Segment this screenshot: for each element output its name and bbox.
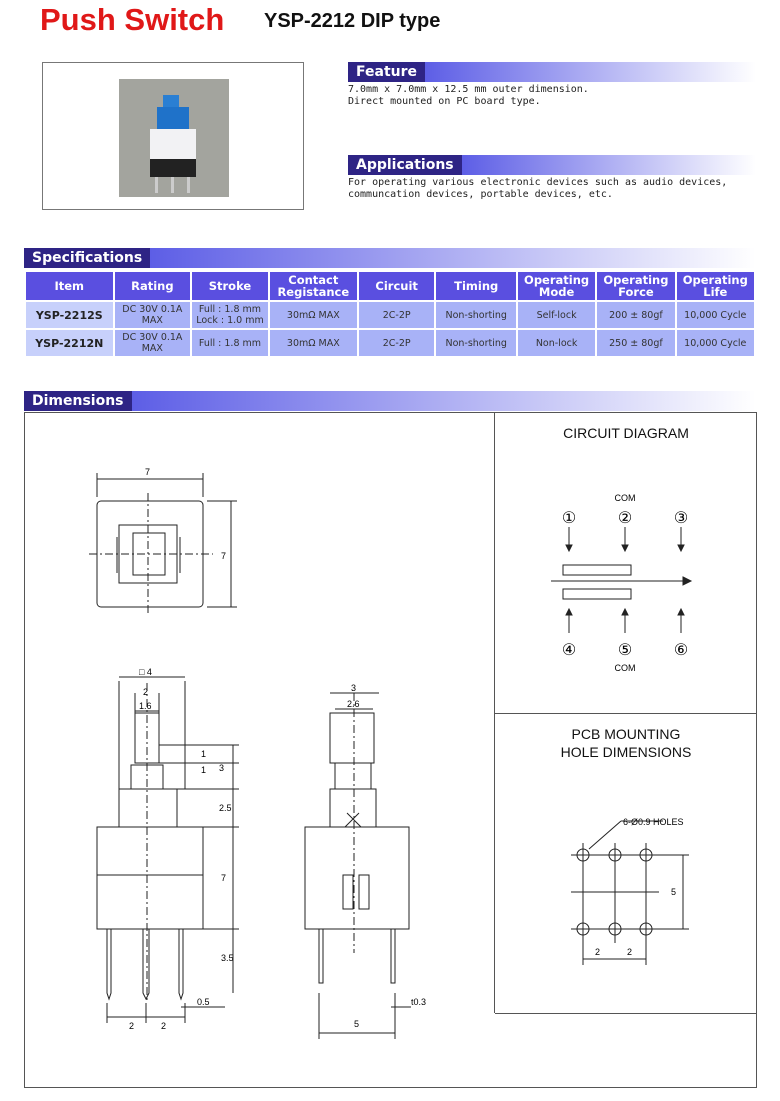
product-photo [119,79,229,197]
applications-line: communcation devices, portable devices, etc. [348,189,613,200]
feature-line: 7.0mm x 7.0mm x 12.5 mm outer dimension. [348,84,589,95]
table-header-row [26,272,754,300]
feature-heading: Feature [348,62,425,82]
pcb-title-line: PCB MOUNTING [571,726,681,742]
pcb-divider [495,713,757,714]
side-dim-26: 2.6 [347,699,360,709]
feature-line: Direct mounted on PC board type. [348,96,541,107]
cell-rating: DC 30V 0.1A MAX [115,330,191,356]
cell-stroke: Full : 1.8 mm Lock : 1.0 mm [192,302,268,328]
cell-mode: Non-lock [518,330,595,356]
page-subtitle: YSP-2212 DIP type [264,10,441,32]
col-mode: Operating Mode [518,272,595,300]
dimensions-heading: Dimensions [24,391,132,411]
cell-item: YSP-2212S [26,302,113,328]
dim-pitch-2: 2 [161,1021,167,1031]
cell-timing: Non-shorting [436,302,515,328]
dimensions-panel [24,412,757,1088]
col-timing: Timing [436,272,515,300]
pin-4-icon: ④ [561,642,577,659]
table-row [26,302,754,328]
header-gradient [132,391,756,411]
dim-7: 7 [221,873,227,883]
pcb-h-dim-1: 2 [595,947,601,957]
cell-life: 10,000 Cycle [677,330,754,356]
cell-timing: Non-shorting [436,330,515,356]
applications-text [348,177,727,201]
applications-heading: Applications [348,155,462,175]
col-stroke: Stroke [192,272,268,300]
com-bottom-label: COM [614,663,636,673]
side-dim-3: 3 [351,683,357,693]
specifications-header [24,248,756,268]
circuit-diagram [495,413,757,713]
mechanical-drawing [25,413,495,1087]
dim-35: 3.5 [221,953,234,963]
dim-16: 1.6 [139,701,152,711]
dim-25: 2.5 [219,803,232,813]
table-row [26,330,754,356]
page-title: Push Switch [40,2,225,37]
specifications-table [24,270,756,358]
dim-2: 2 [143,687,149,697]
header-gradient [150,248,756,268]
pcb-hole-diagram [495,793,757,1013]
applications-header [348,155,756,175]
dim-3: 3 [219,763,225,773]
right-column [494,413,757,1013]
pcb-title-line: HOLE DIMENSIONS [560,744,692,760]
pin-5-icon: ⑤ [617,642,633,659]
cell-life: 10,000 Cycle [677,302,754,328]
dim-05: 0.5 [197,997,210,1007]
pin-2-icon: ② [617,510,633,527]
pin-3-icon: ③ [673,510,689,527]
specifications-heading: Specifications [24,248,150,268]
header-gradient [425,62,756,82]
cell-item: YSP-2212N [26,330,113,356]
col-rating: Rating [115,272,191,300]
cell-force: 200 ± 80gf [597,302,674,328]
cell-mode: Self-lock [518,302,595,328]
dim-sq: □ 4 [139,667,152,677]
feature-text [348,84,589,108]
cell-rating: DC 30V 0.1A MAX [115,302,191,328]
pin-6-icon: ⑥ [673,642,689,659]
product-photo-frame [42,62,304,210]
col-life: Operating Life [677,272,754,300]
col-circuit: Circuit [359,272,435,300]
dim-1b: 1 [201,765,207,775]
pin-1-icon: ① [561,510,577,527]
cell-contact: 30mΩ MAX [270,302,357,328]
pcb-h-dim-2: 2 [627,947,633,957]
feature-header [348,62,756,82]
cell-circuit: 2C-2P [359,330,435,356]
holes-label: 6-Ø0.9 HOLES [623,817,684,827]
cell-force: 250 ± 80gf [597,330,674,356]
applications-line: For operating various electronic devices such as audio devices, [348,177,728,188]
pcb-title [495,725,757,761]
cell-circuit: 2C-2P [359,302,435,328]
dim-top-height: 7 [221,551,227,561]
dimensions-header [24,391,756,411]
side-dim-t: t0.3 [411,997,427,1007]
pcb-bottom-border [495,1013,757,1014]
col-force: Operating Force [597,272,674,300]
dim-top-width: 7 [145,467,151,477]
col-contact: Contact Registance [270,272,357,300]
cell-stroke: Full : 1.8 mm [192,330,268,356]
header-gradient [462,155,756,175]
circuit-title: CIRCUIT DIAGRAM [563,425,689,441]
dim-1a: 1 [201,749,207,759]
dim-pitch-1: 2 [129,1021,135,1031]
com-top-label: COM [614,493,636,503]
col-item: Item [26,272,113,300]
side-dim-w: 5 [354,1019,360,1029]
pcb-v-dim: 5 [671,887,677,897]
cell-contact: 30mΩ MAX [270,330,357,356]
